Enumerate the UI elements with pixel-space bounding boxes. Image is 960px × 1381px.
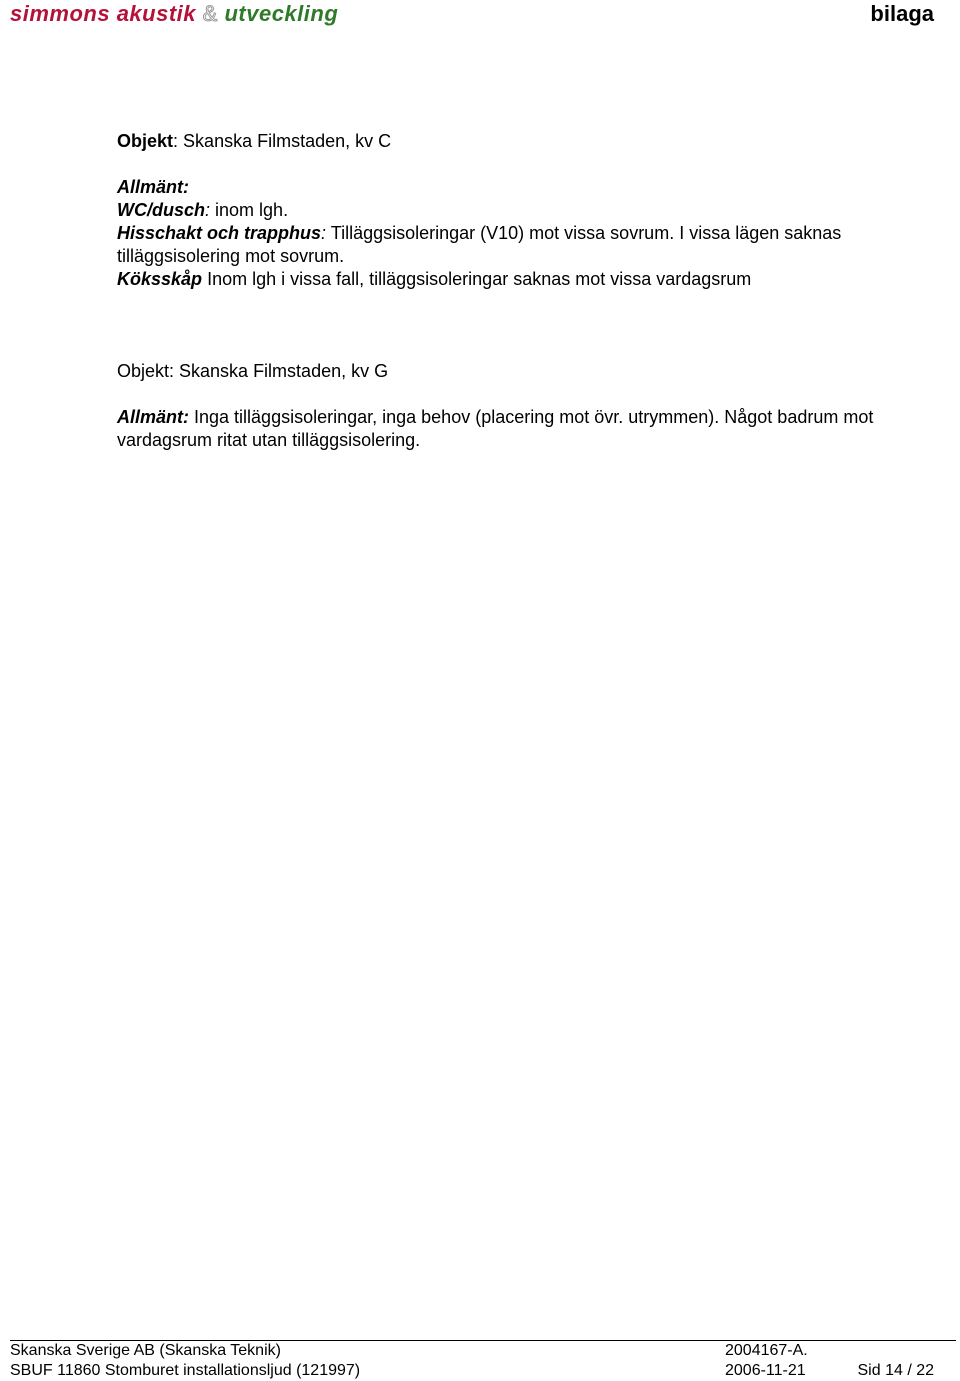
footer-company: Skanska Sverige AB (Skanska Teknik) xyxy=(10,1342,281,1359)
objekt-value: Skanska Filmstaden, kv C xyxy=(183,131,392,151)
footer-report-number: 2004167-A. xyxy=(725,1342,808,1359)
company-logo xyxy=(10,0,338,28)
section1-allmant-heading: Allmänt: xyxy=(117,177,189,197)
hisschakt-label: Hisschakt och trapphus xyxy=(117,223,322,243)
footer-date: 2006-11-21 xyxy=(725,1362,806,1379)
bilaga-label: bilaga xyxy=(870,1,934,26)
objekt-label: Objekt xyxy=(117,131,174,151)
logo-word-utveckling: utveckling xyxy=(224,1,339,26)
objekt-separator: : xyxy=(173,131,179,151)
hisschakt-separator: : xyxy=(321,223,327,243)
wc-separator: : xyxy=(205,200,211,220)
section1-objekt-line xyxy=(117,130,927,153)
wc-line xyxy=(117,199,927,222)
footer-project: SBUF 11860 Stomburet installationsljud (121997) xyxy=(10,1362,361,1379)
wc-label: WC/dusch xyxy=(117,200,205,220)
document-body xyxy=(117,130,927,452)
wc-value: inom lgh. xyxy=(215,200,289,220)
page-footer xyxy=(10,1340,956,1381)
footer-page-number: Sid 14 / 22 xyxy=(857,1362,934,1379)
hisschakt-value: Tilläggsisoleringar (V10) mot vissa sovrum. I vissa lägen saknas tilläggsisolering mot sovrum. xyxy=(117,223,842,266)
section2-allmant-line xyxy=(117,406,927,452)
koksskap-line xyxy=(117,268,927,291)
koksskap-value: Inom lgh i vissa fall, tilläggsisoleringar saknas mot vissa vardagsrum xyxy=(207,269,752,289)
section2-allmant-label: Allmänt: xyxy=(117,407,189,427)
koksskap-label: Köksskåp xyxy=(117,269,203,289)
logo-ampersand: & xyxy=(202,1,218,26)
section2-objekt-line: Objekt: Skanska Filmstaden, kv G xyxy=(117,361,389,381)
logo-word-simmons-akustik: simmons akustik xyxy=(10,1,197,26)
section2-allmant-value: Inga tilläggsisoleringar, inga behov (placering mot övr. utrymmen). Något badrum mot vardagsrum ritat utan tilläggsisolering. xyxy=(117,407,874,450)
hisschakt-line xyxy=(117,222,927,268)
